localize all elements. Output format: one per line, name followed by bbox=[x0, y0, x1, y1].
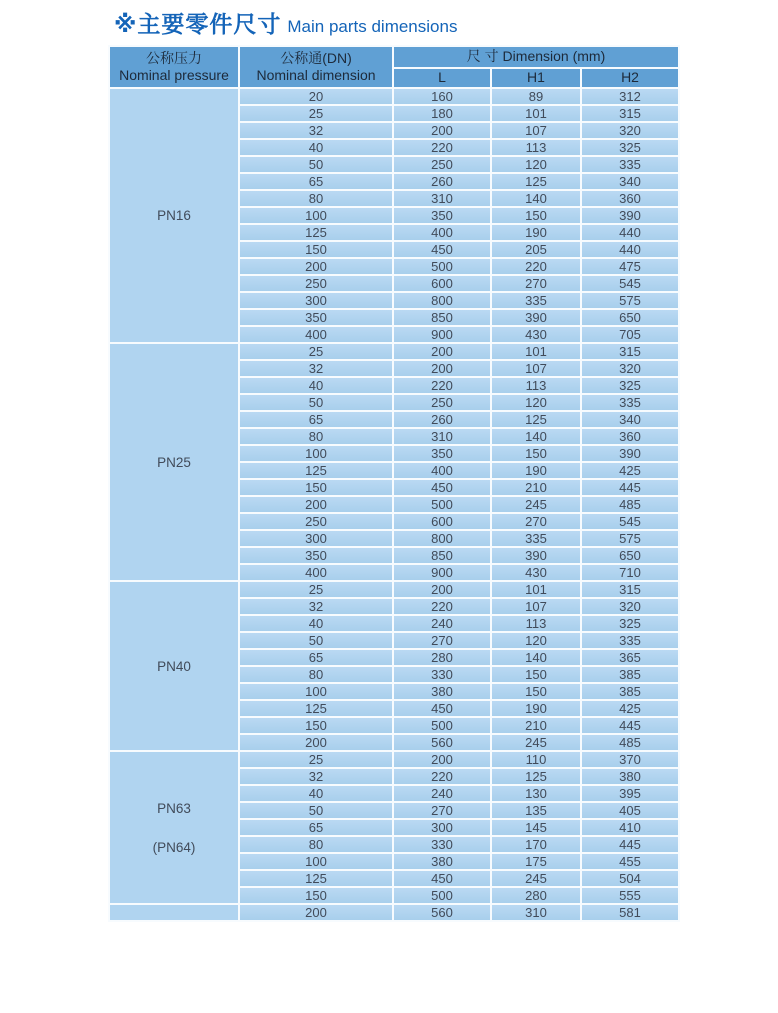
cell-l: 450 bbox=[393, 700, 491, 717]
cell-dn: 65 bbox=[239, 649, 393, 666]
cell-h2: 455 bbox=[581, 853, 679, 870]
cell-l: 400 bbox=[393, 462, 491, 479]
cell-h2: 555 bbox=[581, 887, 679, 904]
cell-dn: 25 bbox=[239, 105, 393, 122]
cell-l: 500 bbox=[393, 717, 491, 734]
cell-l: 450 bbox=[393, 479, 491, 496]
cell-h1: 145 bbox=[491, 819, 581, 836]
cell-h2: 545 bbox=[581, 275, 679, 292]
cell-h2: 320 bbox=[581, 360, 679, 377]
cell-h2: 575 bbox=[581, 292, 679, 309]
cell-l: 160 bbox=[393, 88, 491, 105]
cell-dn: 200 bbox=[239, 258, 393, 275]
cell-dn: 100 bbox=[239, 445, 393, 462]
cell-h2: 385 bbox=[581, 683, 679, 700]
cell-h2: 315 bbox=[581, 105, 679, 122]
cell-h1: 135 bbox=[491, 802, 581, 819]
cell-dn: 20 bbox=[239, 88, 393, 105]
cell-h2: 445 bbox=[581, 836, 679, 853]
cell-l: 310 bbox=[393, 190, 491, 207]
cell-dn: 400 bbox=[239, 326, 393, 343]
cell-h1: 120 bbox=[491, 394, 581, 411]
cell-h1: 310 bbox=[491, 904, 581, 921]
cell-h2: 650 bbox=[581, 547, 679, 564]
cell-h2: 360 bbox=[581, 190, 679, 207]
cell-dn: 32 bbox=[239, 122, 393, 139]
page-title-cjk: ※主要零件尺寸 bbox=[114, 11, 282, 37]
cell-h1: 89 bbox=[491, 88, 581, 105]
cell-l: 310 bbox=[393, 428, 491, 445]
cell-h1: 101 bbox=[491, 343, 581, 360]
cell-dn: 40 bbox=[239, 785, 393, 802]
cell-dn: 350 bbox=[239, 309, 393, 326]
cell-h1: 113 bbox=[491, 615, 581, 632]
cell-h2: 390 bbox=[581, 445, 679, 462]
cell-dn: 32 bbox=[239, 598, 393, 615]
cell-dn: 200 bbox=[239, 496, 393, 513]
cell-l: 400 bbox=[393, 224, 491, 241]
cell-h1: 150 bbox=[491, 666, 581, 683]
cell-dn: 150 bbox=[239, 241, 393, 258]
table-row bbox=[109, 88, 679, 105]
table-row bbox=[109, 751, 679, 768]
cell-h2: 485 bbox=[581, 496, 679, 513]
cell-h2: 315 bbox=[581, 581, 679, 598]
cell-h2: 650 bbox=[581, 309, 679, 326]
cell-l: 200 bbox=[393, 122, 491, 139]
cell-h2: 445 bbox=[581, 717, 679, 734]
cell-h1: 245 bbox=[491, 734, 581, 751]
cell-dn: 40 bbox=[239, 615, 393, 632]
cell-h2: 320 bbox=[581, 122, 679, 139]
page-title-en: Main parts dimensions bbox=[287, 17, 458, 36]
cell-l: 500 bbox=[393, 887, 491, 904]
pressure-label-line: (PN64) bbox=[152, 839, 196, 855]
cell-l: 220 bbox=[393, 377, 491, 394]
cell-h1: 390 bbox=[491, 547, 581, 564]
cell-h2: 405 bbox=[581, 802, 679, 819]
cell-h1: 170 bbox=[491, 836, 581, 853]
cell-h1: 140 bbox=[491, 649, 581, 666]
header-dimension-mm: 尺 寸 Dimension (mm) bbox=[393, 46, 679, 68]
cell-h2: 335 bbox=[581, 632, 679, 649]
table-body bbox=[109, 88, 679, 921]
cell-dn: 100 bbox=[239, 853, 393, 870]
cell-dn: 32 bbox=[239, 360, 393, 377]
cell-h1: 110 bbox=[491, 751, 581, 768]
cell-h1: 245 bbox=[491, 870, 581, 887]
cell-l: 200 bbox=[393, 581, 491, 598]
cell-dn: 300 bbox=[239, 292, 393, 309]
cell-dn: 65 bbox=[239, 411, 393, 428]
cell-l: 350 bbox=[393, 207, 491, 224]
pressure-label bbox=[109, 751, 239, 904]
cell-dn: 80 bbox=[239, 428, 393, 445]
cell-h2: 485 bbox=[581, 734, 679, 751]
cell-l: 900 bbox=[393, 564, 491, 581]
cell-dn: 250 bbox=[239, 275, 393, 292]
cell-dn: 100 bbox=[239, 207, 393, 224]
cell-l: 350 bbox=[393, 445, 491, 462]
cell-h1: 430 bbox=[491, 326, 581, 343]
cell-h1: 113 bbox=[491, 139, 581, 156]
cell-dn: 65 bbox=[239, 173, 393, 190]
cell-h2: 445 bbox=[581, 479, 679, 496]
cell-l: 270 bbox=[393, 632, 491, 649]
cell-dn: 80 bbox=[239, 190, 393, 207]
cell-dn: 400 bbox=[239, 564, 393, 581]
cell-dn: 150 bbox=[239, 887, 393, 904]
cell-l: 380 bbox=[393, 683, 491, 700]
cell-dn: 250 bbox=[239, 513, 393, 530]
cell-l: 330 bbox=[393, 836, 491, 853]
cell-l: 200 bbox=[393, 360, 491, 377]
cell-l: 200 bbox=[393, 751, 491, 768]
cell-l: 500 bbox=[393, 496, 491, 513]
cell-h2: 545 bbox=[581, 513, 679, 530]
cell-h1: 150 bbox=[491, 683, 581, 700]
header-nominal-dimension bbox=[239, 46, 393, 88]
pressure-label-empty bbox=[109, 904, 239, 921]
cell-dn: 50 bbox=[239, 632, 393, 649]
cell-h1: 190 bbox=[491, 700, 581, 717]
cell-l: 380 bbox=[393, 853, 491, 870]
header-nominal-pressure bbox=[109, 46, 239, 88]
cell-h2: 325 bbox=[581, 139, 679, 156]
cell-dn: 32 bbox=[239, 768, 393, 785]
cell-h2: 440 bbox=[581, 224, 679, 241]
cell-h2: 315 bbox=[581, 343, 679, 360]
cell-h1: 107 bbox=[491, 598, 581, 615]
header-nominal-pressure-en: Nominal pressure bbox=[119, 67, 229, 83]
cell-h1: 101 bbox=[491, 105, 581, 122]
cell-h2: 425 bbox=[581, 700, 679, 717]
cell-dn: 50 bbox=[239, 156, 393, 173]
cell-dn: 100 bbox=[239, 683, 393, 700]
cell-dn: 125 bbox=[239, 870, 393, 887]
cell-h2: 475 bbox=[581, 258, 679, 275]
cell-h1: 150 bbox=[491, 445, 581, 462]
cell-l: 450 bbox=[393, 241, 491, 258]
header-nominal-pressure-cjk: 公称压力 bbox=[146, 49, 202, 66]
cell-l: 220 bbox=[393, 598, 491, 615]
cell-h2: 710 bbox=[581, 564, 679, 581]
cell-l: 250 bbox=[393, 394, 491, 411]
cell-h2: 705 bbox=[581, 326, 679, 343]
cell-l: 220 bbox=[393, 139, 491, 156]
cell-h1: 120 bbox=[491, 156, 581, 173]
table-row bbox=[109, 343, 679, 360]
cell-l: 270 bbox=[393, 802, 491, 819]
cell-h1: 130 bbox=[491, 785, 581, 802]
cell-dn: 80 bbox=[239, 836, 393, 853]
cell-l: 280 bbox=[393, 649, 491, 666]
cell-l: 240 bbox=[393, 615, 491, 632]
cell-dn: 50 bbox=[239, 394, 393, 411]
cell-h2: 425 bbox=[581, 462, 679, 479]
pressure-label bbox=[109, 581, 239, 751]
cell-l: 300 bbox=[393, 819, 491, 836]
cell-dn: 65 bbox=[239, 819, 393, 836]
cell-h1: 270 bbox=[491, 513, 581, 530]
cell-h2: 365 bbox=[581, 649, 679, 666]
cell-h1: 140 bbox=[491, 190, 581, 207]
cell-l: 260 bbox=[393, 411, 491, 428]
cell-h1: 150 bbox=[491, 207, 581, 224]
cell-dn: 80 bbox=[239, 666, 393, 683]
cell-dn: 40 bbox=[239, 377, 393, 394]
header-nominal-dimension-en: Nominal dimension bbox=[256, 67, 376, 83]
cell-l: 450 bbox=[393, 870, 491, 887]
cell-h2: 312 bbox=[581, 88, 679, 105]
cell-h2: 370 bbox=[581, 751, 679, 768]
dimensions-table bbox=[108, 45, 680, 922]
cell-h1: 101 bbox=[491, 581, 581, 598]
cell-h2: 335 bbox=[581, 394, 679, 411]
cell-h1: 120 bbox=[491, 632, 581, 649]
cell-h2: 320 bbox=[581, 598, 679, 615]
cell-l: 260 bbox=[393, 173, 491, 190]
table-row bbox=[109, 581, 679, 598]
header-col-H1: H1 bbox=[491, 68, 581, 88]
cell-dn: 150 bbox=[239, 717, 393, 734]
cell-l: 250 bbox=[393, 156, 491, 173]
pressure-label bbox=[109, 88, 239, 343]
cell-h1: 210 bbox=[491, 479, 581, 496]
header-nominal-dimension-cjk: 公称通(DN) bbox=[280, 49, 352, 66]
cell-h2: 340 bbox=[581, 411, 679, 428]
cell-l: 240 bbox=[393, 785, 491, 802]
table-row bbox=[109, 904, 679, 921]
cell-h1: 335 bbox=[491, 292, 581, 309]
cell-h2: 385 bbox=[581, 666, 679, 683]
cell-h1: 430 bbox=[491, 564, 581, 581]
cell-h1: 220 bbox=[491, 258, 581, 275]
cell-l: 330 bbox=[393, 666, 491, 683]
cell-h1: 280 bbox=[491, 887, 581, 904]
cell-h2: 360 bbox=[581, 428, 679, 445]
cell-h1: 210 bbox=[491, 717, 581, 734]
cell-h2: 380 bbox=[581, 768, 679, 785]
cell-dn: 125 bbox=[239, 462, 393, 479]
cell-h1: 125 bbox=[491, 411, 581, 428]
cell-h2: 340 bbox=[581, 173, 679, 190]
cell-h1: 175 bbox=[491, 853, 581, 870]
pressure-label bbox=[109, 343, 239, 581]
cell-l: 220 bbox=[393, 768, 491, 785]
cell-l: 200 bbox=[393, 343, 491, 360]
page-title bbox=[114, 6, 457, 39]
cell-dn: 50 bbox=[239, 802, 393, 819]
cell-dn: 25 bbox=[239, 343, 393, 360]
pressure-label-line: PN63 bbox=[157, 800, 191, 816]
cell-h2: 390 bbox=[581, 207, 679, 224]
cell-h2: 410 bbox=[581, 819, 679, 836]
cell-l: 800 bbox=[393, 530, 491, 547]
cell-dn: 125 bbox=[239, 224, 393, 241]
cell-dn: 150 bbox=[239, 479, 393, 496]
pressure-label-line: PN16 bbox=[157, 208, 191, 223]
cell-h1: 270 bbox=[491, 275, 581, 292]
cell-l: 850 bbox=[393, 547, 491, 564]
cell-dn: 40 bbox=[239, 139, 393, 156]
cell-h1: 140 bbox=[491, 428, 581, 445]
cell-dn: 125 bbox=[239, 700, 393, 717]
cell-h2: 581 bbox=[581, 904, 679, 921]
header-col-H2: H2 bbox=[581, 68, 679, 88]
cell-dn: 300 bbox=[239, 530, 393, 547]
cell-h1: 107 bbox=[491, 360, 581, 377]
cell-dn: 25 bbox=[239, 581, 393, 598]
cell-h1: 125 bbox=[491, 768, 581, 785]
cell-h2: 504 bbox=[581, 870, 679, 887]
cell-h1: 107 bbox=[491, 122, 581, 139]
cell-h2: 575 bbox=[581, 530, 679, 547]
pressure-label-line: PN40 bbox=[157, 658, 191, 674]
cell-h2: 325 bbox=[581, 615, 679, 632]
cell-l: 560 bbox=[393, 904, 491, 921]
cell-h2: 440 bbox=[581, 241, 679, 258]
cell-h2: 395 bbox=[581, 785, 679, 802]
cell-h2: 325 bbox=[581, 377, 679, 394]
cell-h1: 390 bbox=[491, 309, 581, 326]
cell-l: 500 bbox=[393, 258, 491, 275]
cell-dn: 25 bbox=[239, 751, 393, 768]
cell-l: 800 bbox=[393, 292, 491, 309]
cell-l: 600 bbox=[393, 513, 491, 530]
cell-l: 900 bbox=[393, 326, 491, 343]
cell-h2: 335 bbox=[581, 156, 679, 173]
cell-h1: 335 bbox=[491, 530, 581, 547]
header-col-L: L bbox=[393, 68, 491, 88]
cell-dn: 350 bbox=[239, 547, 393, 564]
cell-dn: 200 bbox=[239, 904, 393, 921]
cell-l: 850 bbox=[393, 309, 491, 326]
cell-l: 180 bbox=[393, 105, 491, 122]
cell-h1: 125 bbox=[491, 173, 581, 190]
cell-h1: 190 bbox=[491, 462, 581, 479]
cell-l: 560 bbox=[393, 734, 491, 751]
cell-h1: 205 bbox=[491, 241, 581, 258]
cell-h1: 245 bbox=[491, 496, 581, 513]
pressure-label-line: PN25 bbox=[157, 454, 191, 470]
table-header bbox=[109, 46, 679, 88]
cell-dn: 200 bbox=[239, 734, 393, 751]
cell-l: 600 bbox=[393, 275, 491, 292]
cell-h1: 190 bbox=[491, 224, 581, 241]
cell-h1: 113 bbox=[491, 377, 581, 394]
